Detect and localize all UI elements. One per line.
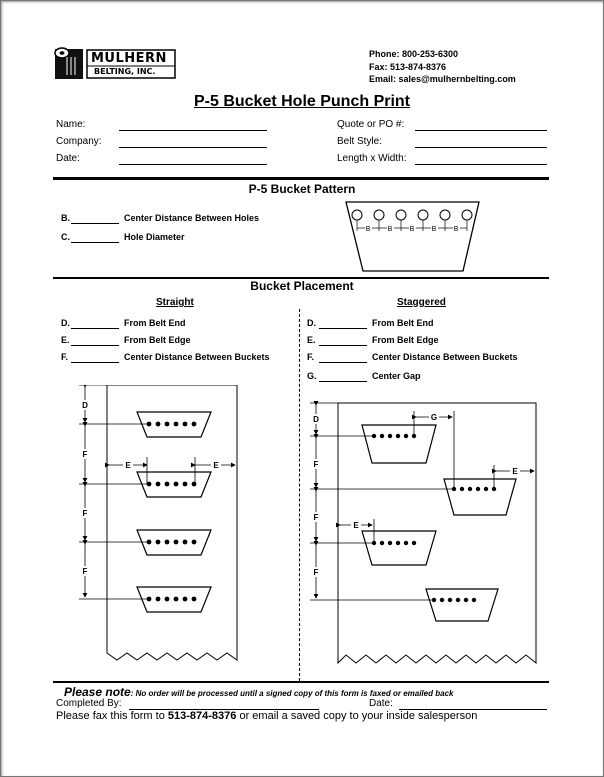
dim-e-1: E	[125, 461, 131, 470]
staggered-f-letter: F.	[307, 352, 315, 362]
quote-label: Quote or PO #:	[337, 119, 405, 130]
staggered-d-field[interactable]	[319, 328, 367, 329]
pattern-c-label: Hole Diameter	[124, 232, 185, 242]
dim-b-3: B	[409, 226, 415, 233]
dim-f-2: F	[82, 509, 88, 518]
dim-f-3: F	[82, 567, 88, 576]
date-field[interactable]	[119, 164, 267, 165]
staggered-f-field[interactable]	[319, 362, 367, 363]
dim-b-1: B	[365, 226, 371, 233]
dim-g: G	[430, 413, 438, 422]
dim-d: D	[313, 415, 319, 424]
staggered-g-field[interactable]	[319, 381, 367, 382]
logo-name: MULHERN	[91, 51, 167, 66]
dim-b-5: B	[453, 226, 459, 233]
belt-style-field[interactable]	[415, 147, 547, 148]
dim-f-3: F	[313, 568, 319, 577]
contact-email: Email: sales@mulhernbelting.com	[369, 74, 516, 84]
straight-f-letter: F.	[61, 352, 69, 362]
staggered-g-label: Center Gap	[372, 371, 421, 381]
staggered-d-letter: D.	[307, 318, 316, 328]
staggered-title: Staggered	[397, 297, 446, 308]
straight-f-field[interactable]	[71, 362, 119, 363]
straight-e-field[interactable]	[71, 345, 119, 346]
dim-b-2: B	[387, 226, 393, 233]
name-field[interactable]	[119, 130, 267, 131]
fax-text: Please fax this form to	[56, 710, 165, 722]
quote-field[interactable]	[415, 130, 547, 131]
pattern-heading: P-5 Bucket Pattern	[248, 182, 356, 196]
pattern-b-field[interactable]	[71, 223, 119, 224]
staggered-d-label: From Belt End	[372, 318, 434, 328]
staggered-e-label: From Belt Edge	[372, 335, 439, 345]
company-field[interactable]	[119, 147, 267, 148]
straight-title: Straight	[156, 297, 194, 308]
staggered-e-letter: E.	[307, 335, 316, 345]
dim-f-1: F	[82, 450, 88, 459]
fax-number: 513-874-8376	[167, 710, 237, 722]
note-row	[64, 683, 453, 701]
column-divider	[299, 309, 300, 681]
dim-d: D	[82, 401, 88, 410]
dim-f-2: F	[313, 513, 319, 522]
length-width-field[interactable]	[415, 164, 547, 165]
company-label: Company:	[56, 136, 102, 147]
straight-d-letter: D.	[61, 318, 70, 328]
straight-d-label: From Belt End	[124, 318, 186, 328]
length-width-label: Length x Width:	[337, 153, 407, 164]
straight-placement-diagram	[71, 385, 246, 675]
straight-d-field[interactable]	[71, 328, 119, 329]
bucket-pattern-diagram	[341, 199, 486, 274]
staggered-g-letter: G.	[307, 371, 317, 381]
dim-e-2: E	[353, 521, 359, 530]
pattern-b-label: Center Distance Between Holes	[124, 213, 260, 223]
contact-phone: Phone: 800-253-6300	[369, 49, 459, 59]
pattern-c-field[interactable]	[71, 242, 119, 243]
note-title: Please note	[64, 685, 131, 699]
contact-fax: Fax: 513-874-8376	[369, 62, 447, 72]
note-text: : No order will be processed until a signed copy of this form is faxed or emailed back	[130, 689, 454, 698]
straight-e-letter: E.	[61, 335, 70, 345]
pattern-b-letter: B.	[61, 213, 70, 223]
staggered-f-label: Center Distance Between Buckets	[372, 352, 518, 362]
footer-date-label: Date:	[369, 698, 393, 709]
fax-rest: or email a saved copy to your inside salesperson	[239, 710, 478, 722]
straight-e-label: From Belt Edge	[124, 335, 191, 345]
fax-instructions	[56, 710, 477, 722]
name-label: Name:	[56, 119, 86, 130]
placement-heading: Bucket Placement	[250, 279, 354, 293]
belt-style-label: Belt Style:	[337, 136, 383, 147]
section-divider	[53, 177, 549, 180]
page-title: P-5 Bucket Hole Punch Print	[193, 93, 411, 110]
staggered-e-field[interactable]	[319, 345, 367, 346]
dim-b-4: B	[431, 226, 437, 233]
dim-e-1: E	[512, 467, 518, 476]
straight-f-label: Center Distance Between Buckets	[124, 352, 270, 362]
pattern-c-letter: C.	[61, 232, 70, 242]
staggered-placement-diagram	[306, 399, 551, 671]
dim-f-1: F	[313, 460, 319, 469]
date-label: Date:	[56, 153, 80, 164]
completed-by-label: Completed By:	[56, 698, 122, 709]
logo-subtitle: BELTING, INC.	[94, 67, 156, 76]
dim-e-2: E	[213, 461, 219, 470]
